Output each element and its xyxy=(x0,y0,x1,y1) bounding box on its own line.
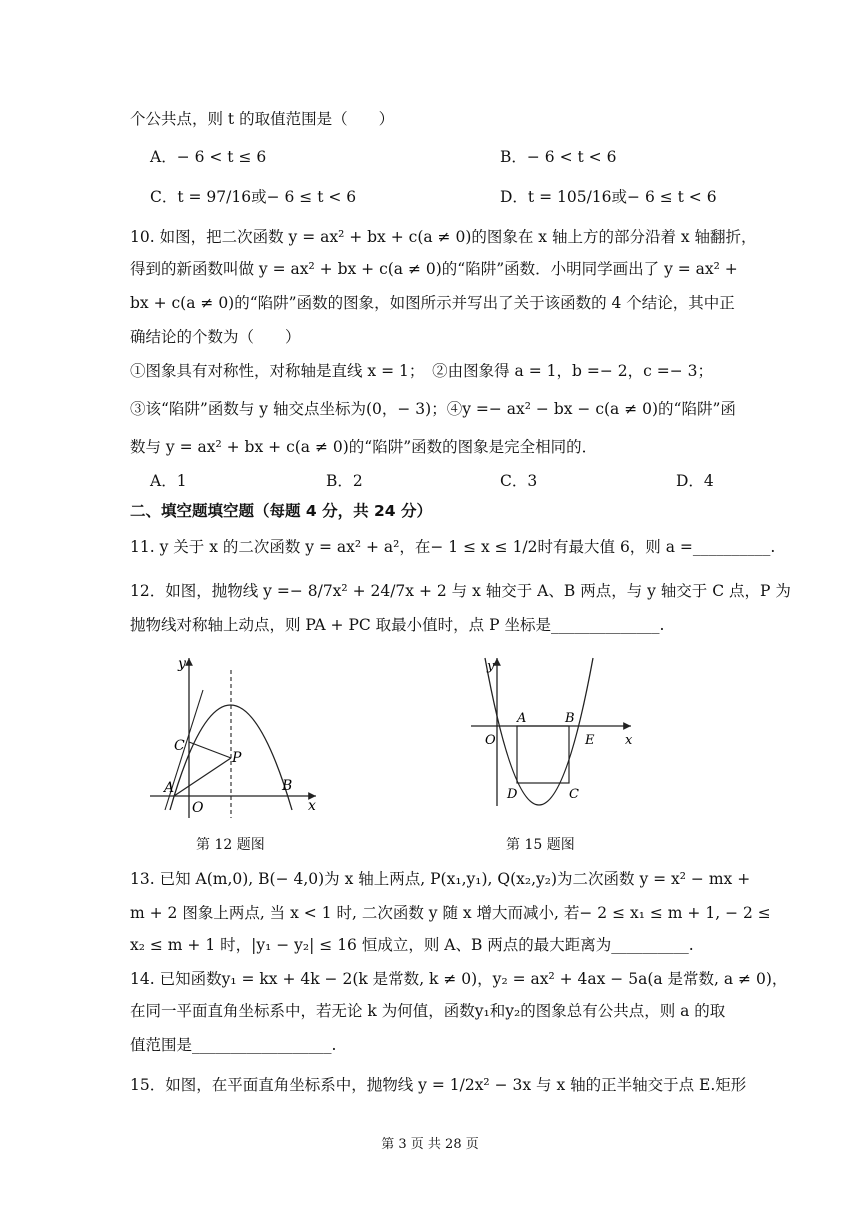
q10-option-a: A．1 xyxy=(150,472,187,490)
q9-option-b: B．− 6 < t < 6 xyxy=(500,148,617,166)
fig12-label-p: P xyxy=(232,750,242,766)
fig15-label-c: C xyxy=(569,787,579,802)
fig12-label-y: y xyxy=(178,656,186,672)
fig15-label-a: A xyxy=(517,711,527,726)
q10-line: bx + c(a ≠ 0)的“陷阱”函数的图象，如图所示并写出了关于该函数的 4 个结论，其中正 xyxy=(130,294,735,312)
rectangle-abcd xyxy=(517,726,569,783)
q9-option-a: A．− 6 < t ≤ 6 xyxy=(150,148,267,166)
q9-option-c: C．t = 97/16或− 6 ≤ t < 6 xyxy=(150,188,357,206)
fig15-label-d: D xyxy=(507,787,518,802)
q13-line: m + 2 图象上两点, 当 x < 1 时, 二次函数 y 随 x 增大而减小, 若− 2 ≤ x₁ ≤ m + 1, − 2 ≤ xyxy=(130,904,771,922)
fig12-label-x: x xyxy=(308,798,316,814)
fig15-label-x: x xyxy=(625,733,633,748)
q13-line: 13. 已知 A(m,0), B(− 4,0)为 x 轴上两点, P(x₁,y₁), Q(x₂,y₂)为二次函数 y = x² − mx + xyxy=(130,870,751,888)
q14-line: 14. 已知函数y₁ = kx + 4k − 2(k 是常数, k ≠ 0)，y₂ = ax² + 4ax − 5a(a 是常数, a ≠ 0)， xyxy=(130,970,788,988)
q10-option-d: D．4 xyxy=(676,472,714,490)
page-footer: 第 3 页 共 28 页 xyxy=(381,1137,479,1152)
q9-option-d: D．t = 105/16或− 6 ≤ t < 6 xyxy=(500,188,717,206)
q10-statement: 数与 y = ax² + bx + c(a ≠ 0)的“陷阱”函数的图象是完全相同的． xyxy=(130,438,598,456)
fig15-label-o: O xyxy=(485,733,496,748)
q10-statement: ③该“陷阱”函数与 y 轴交点坐标为(0，− 3)；④y =− ax² − bx − c(a ≠ 0)的“陷阱”函 xyxy=(130,400,736,418)
fig12-label-b: B xyxy=(282,778,293,794)
q10-line: 确结论的个数为（ ） xyxy=(130,328,301,346)
fig15-label-y: y xyxy=(487,659,495,674)
figure-15 xyxy=(465,652,640,810)
section-heading: 二、填空题填空题（每题 4 分，共 24 分） xyxy=(130,502,432,520)
q10-line: 得到的新函数叫做 y = ax² + bx + c(a ≠ 0)的“陷阱”函数．小明同学画出了 y = ax² + xyxy=(130,260,738,278)
fig12-label-o: O xyxy=(192,800,204,816)
fig15-label-e: E xyxy=(585,733,595,748)
q12-line: 抛物线对称轴上动点，则 PA + PC 取最小值时，点 P 坐标是______________. xyxy=(130,616,665,634)
figure-12 xyxy=(140,650,330,822)
q11-line: 11. y 关于 x 的二次函数 y = ax² + a²，在− 1 ≤ x ≤ 1/2时有最大值 6，则 a =__________. xyxy=(130,538,776,556)
q14-line: 值范围是__________________. xyxy=(130,1036,337,1054)
q12-line: 12．如图，抛物线 y =− 8/7x² + 24/7x + 2 与 x 轴交于 A、B 两点，与 y 轴交于 C 点，P 为 xyxy=(130,582,791,600)
fig12-label-c: C xyxy=(174,738,185,754)
fig15-label-b: B xyxy=(565,711,575,726)
fig15-caption: 第 15 题图 xyxy=(506,837,575,853)
q10-statement: ①图象具有对称性，对称轴是直线 x = 1； ②由图象得 a = 1，b =− 2，c =− 3； xyxy=(130,362,713,380)
q15-line: 15．如图，在平面直角坐标系中，抛物线 y = 1/2x² − 3x 与 x 轴的正半轴交于点 E.矩形 xyxy=(130,1076,747,1094)
q13-line: x₂ ≤ m + 1 时，|y₁ − y₂| ≤ 16 恒成立，则 A、B 两点的最大距离为__________. xyxy=(130,936,694,954)
q14-line: 在同一平面直角坐标系中，若无论 k 为何值，函数y₁和y₂的图象总有公共点，则 a 的取 xyxy=(130,1002,726,1020)
q9-tail: 个公共点，则 t 的取值范围是（ ） xyxy=(130,110,395,128)
fig12-caption: 第 12 题图 xyxy=(196,837,265,853)
q10-option-b: B．2 xyxy=(326,472,363,490)
q10-option-c: C．3 xyxy=(500,472,538,490)
segment-cp xyxy=(189,742,231,758)
q10-line: 10. 如图，把二次函数 y = ax² + bx + c(a ≠ 0)的图象在 x 轴上方的部分沿着 x 轴翻折， xyxy=(130,228,757,246)
fig12-label-a: A xyxy=(164,780,175,796)
segment-pa xyxy=(174,758,231,796)
